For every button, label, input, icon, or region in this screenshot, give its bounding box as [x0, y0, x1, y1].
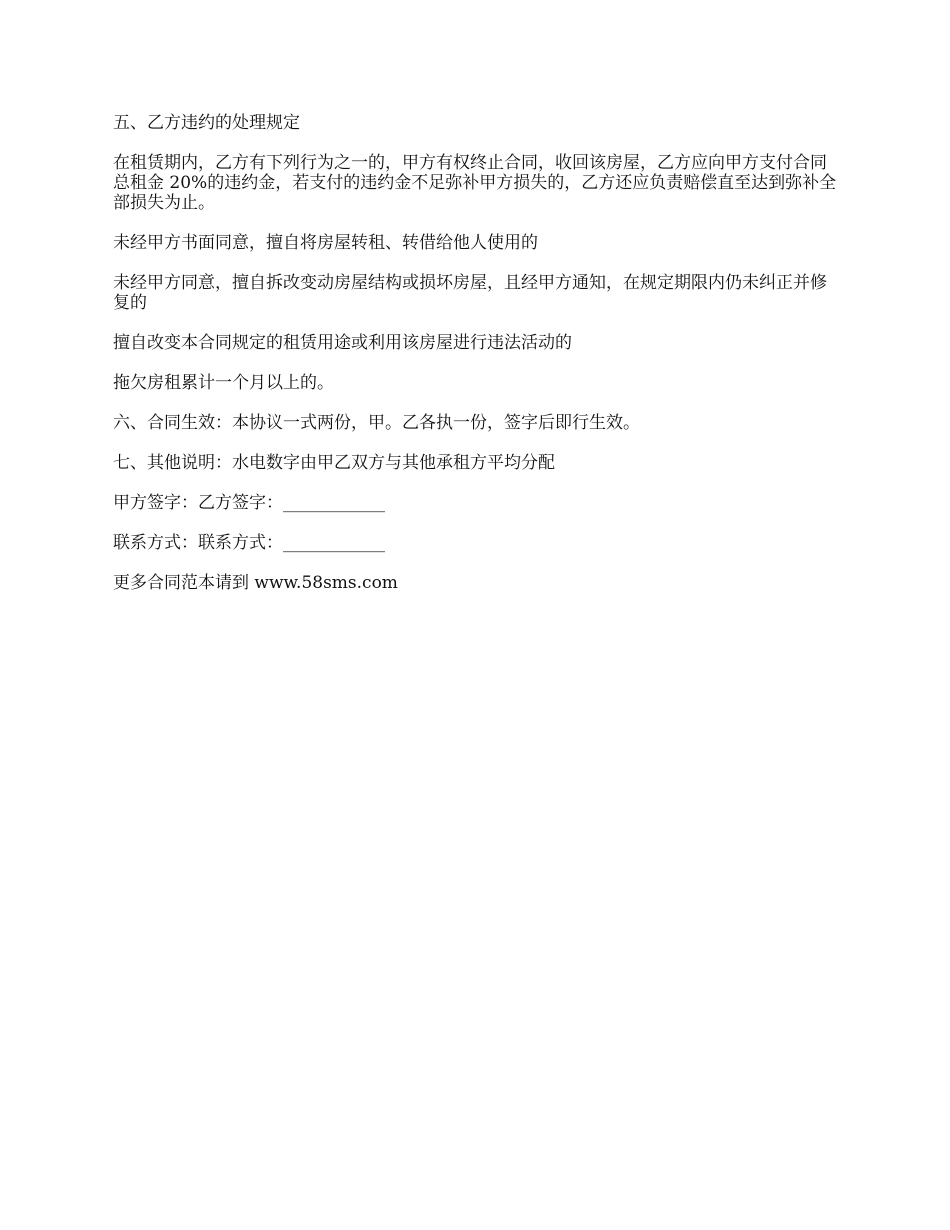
contact-line: 联系方式：联系方式：____________	[113, 533, 385, 553]
section-other-notes: 七、其他说明：水电数字由甲乙双方与其他承租方平均分配	[113, 453, 555, 473]
breach-penalty-paragraph: 在租赁期内，乙方有下列行为之一的，甲方有权终止合同，收回该房屋，乙方应向甲方支付合同总租金 20%的违约金，若支付的违约金不足弥补甲方损失的，乙方还应负责赔偿直至达到弥补全部损失为止。	[113, 153, 837, 213]
breach-item-alteration: 未经甲方同意，擅自拆改变动房屋结构或损坏房屋，且经甲方通知，在规定期限内仍未纠正并修复的	[113, 273, 827, 313]
section-effect: 六、合同生效：本协议一式两份，甲。乙各执一份，签字后即行生效。	[113, 413, 640, 433]
breach-item-sublet: 未经甲方书面同意，擅自将房屋转租、转借给他人使用的	[113, 233, 538, 253]
breach-item-arrears: 拖欠房租累计一个月以上的。	[113, 373, 334, 393]
document-body	[113, 113, 840, 613]
footer-more-templates: 更多合同范本请到 www.58sms.com	[113, 573, 398, 593]
signature-line: 甲方签字：乙方签字：____________	[113, 493, 385, 513]
breach-item-illegal-use: 擅自改变本合同规定的租赁用途或利用该房屋进行违法活动的	[113, 333, 572, 353]
section-heading-breach: 五、乙方违约的处理规定	[113, 113, 300, 133]
